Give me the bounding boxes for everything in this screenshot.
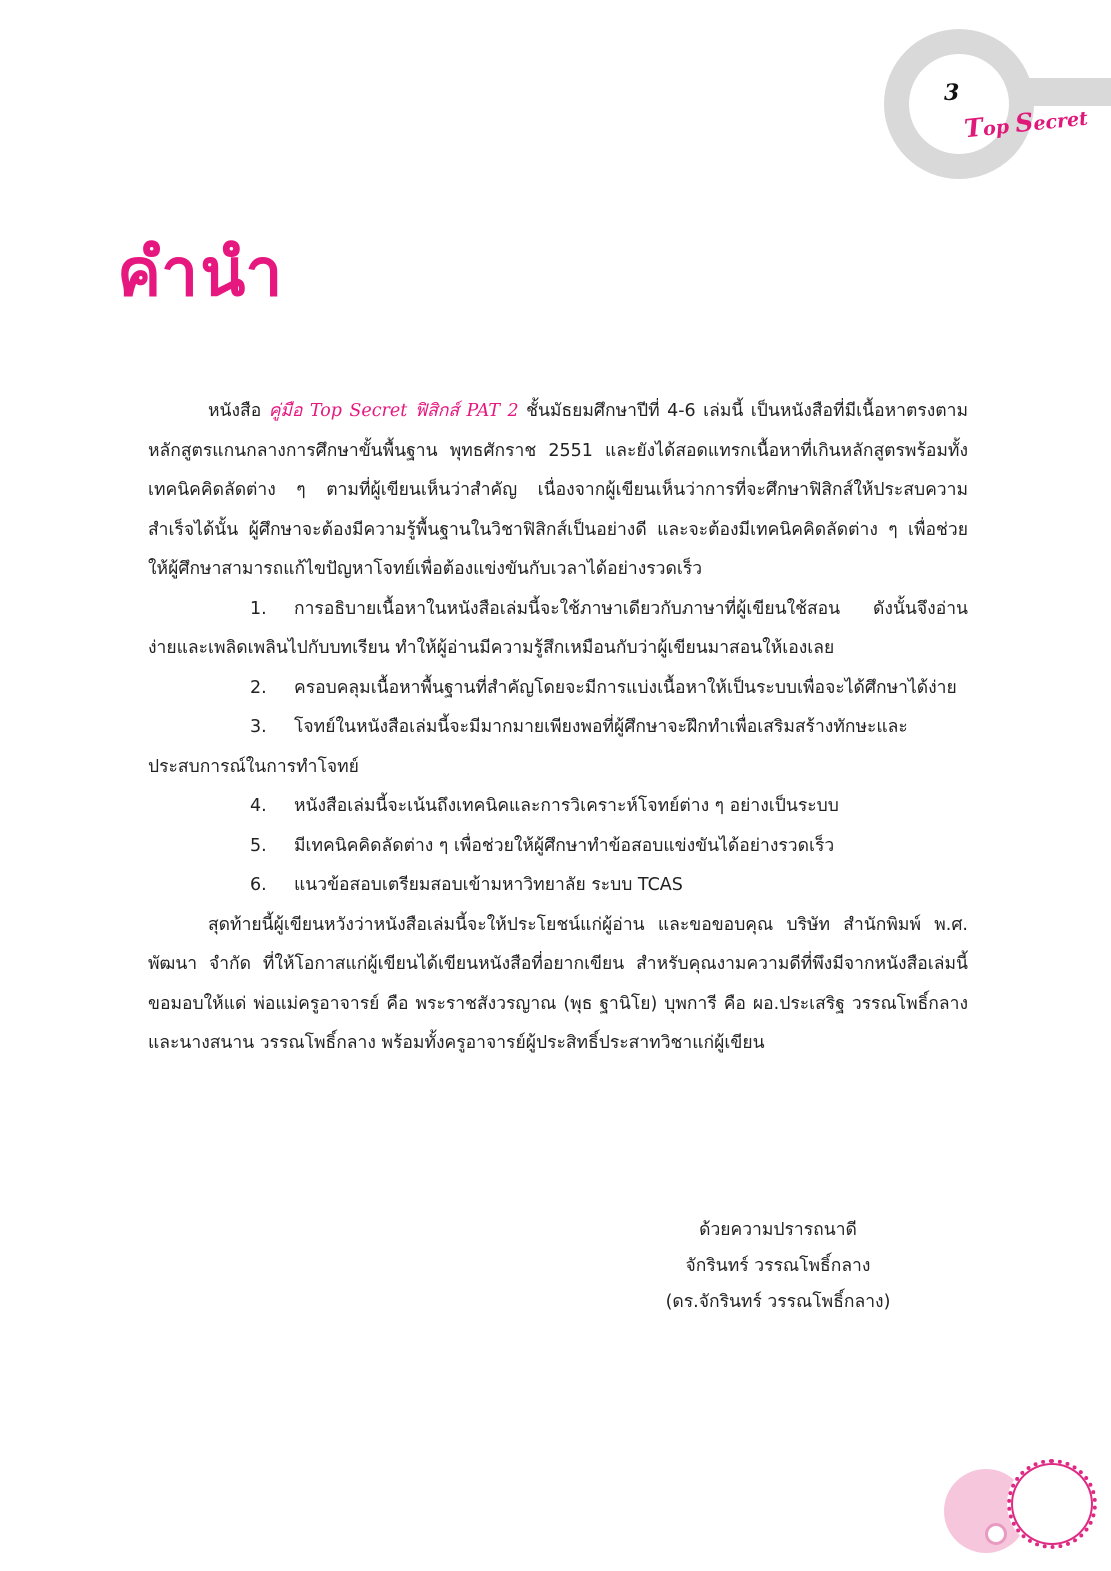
list-text: การอธิบายเนื้อหาในหนังสือเล่มนี้จะใช้ภาษาเดียวกับภาษาที่ผู้เขียนใช้สอน ดังนั้นจึงอ่านง่ายและเพลิดเพลินไปกับบทเรียน ทำให้ผู้อ่านมีความรู้สึกเหมือนกับว่าผู้เขียนมาสอนให้เองเลย	[148, 598, 968, 658]
list-item-5	[148, 827, 968, 867]
page-number: 3	[944, 80, 960, 106]
list-number: 3.	[250, 717, 267, 737]
preface-body	[148, 392, 968, 1064]
brand-text-ecret: ecret	[1032, 107, 1089, 136]
brand-text-op: op	[981, 115, 1017, 141]
list-item-6	[148, 866, 968, 906]
list-item-2	[148, 669, 968, 709]
intro-text: ชั้นมัธยมศึกษาปีที่ 4-6 เล่มนี้ เป็นหนังสือที่มีเนื้อหาตรงตามหลักสูตรแกนกลางการศึกษาขั้นพื้นฐาน พุทธศักราช 2551 และยังได้สอดแทรกเนื้อหาที่เกินหลักสูตรพร้อมทั้งเทคนิคคิดลัดต่าง ๆ ตามที่ผู้เขียนเห็นว่าสำคัญ เนื่องจากผู้เขียนเห็นว่าการที่จะศึกษาฟิสิกส์ให้ประสบความสำเร็จได้นั้น ผู้ศึกษาจะต้องมีความรู้พื้นฐานในวิชาฟิสิกส์เป็นอย่างดี และจะต้องมีเทคนิคคิดลัดต่าง ๆ เพื่อช่วยให้ผู้ศึกษาสามารถแก้ไขปัญหาโจทย์เพื่อต้องแข่งขันกับเวลาได้อย่างรวดเร็ว	[148, 401, 968, 579]
signature-title-name: (ดร.จักรินทร์ วรรณโพธิ์กลาง)	[665, 1292, 891, 1312]
book-title-highlight: คู่มือ Top Secret ฟิสิกส์ PAT 2	[268, 401, 519, 421]
list-text: โจทย์ในหนังสือเล่มนี้จะมีมากมายเพียงพอที่ผู้ศึกษาจะฝึกทำเพื่อเสริมสร้างทักษะและประสบการณ์ในการทำโจทย์	[148, 717, 908, 777]
list-text: หนังสือเล่มนี้จะเน้นถึงเทคนิคและการวิเคราะห์โจทย์ต่าง ๆ อย่างเป็นระบบ	[294, 796, 839, 816]
footer-decoration	[945, 1445, 1111, 1571]
list-item-3	[148, 708, 968, 787]
brand-letter-t: T	[962, 112, 985, 144]
list-number: 5.	[250, 835, 267, 856]
intro-paragraph	[148, 392, 968, 590]
gray-bar-decoration	[1026, 78, 1111, 106]
list-text: มีเทคนิคคิดลัดต่าง ๆ เพื่อช่วยให้ผู้ศึกษาทำข้อสอบแข่งขันได้อย่างรวดเร็ว	[294, 835, 835, 856]
list-text: ครอบคลุมเนื้อหาพื้นฐานที่สำคัญโดยจะมีการแบ่งเนื้อหาให้เป็นระบบเพื่อจะได้ศึกษาได้ง่าย	[294, 677, 957, 698]
gear-ring-icon	[1007, 1459, 1097, 1549]
list-item-4	[148, 787, 968, 827]
list-text: แนวข้อสอบเตรียมสอบเข้ามหาวิทยาลัย ระบบ TCAS	[294, 875, 683, 895]
signature-name: จักรินทร์ วรรณโพธิ์กลาง	[685, 1256, 871, 1276]
intro-prefix: หนังสือ	[208, 401, 269, 421]
list-number: 1.	[250, 598, 267, 619]
signature-greeting: ด้วยความปรารถนาดี	[699, 1220, 857, 1240]
page-title: คำนำ	[117, 234, 285, 312]
small-gear-icon	[985, 1523, 1007, 1545]
signature-block	[640, 1212, 916, 1320]
list-number: 4.	[250, 796, 267, 816]
list-number: 2.	[250, 677, 267, 698]
list-item-1	[148, 590, 968, 669]
header-decoration	[878, 14, 1111, 164]
list-number: 6.	[250, 875, 267, 895]
brand-letter-s: S	[1013, 107, 1035, 139]
closing-paragraph: สุดท้ายนี้ผู้เขียนหวังว่าหนังสือเล่มนี้จะให้ประโยชน์แก่ผู้อ่าน และขอขอบคุณ บริษัท สำนักพิมพ์ พ.ศ. พัฒนา จำกัด ที่ให้โอกาสแก่ผู้เขียนได้เขียนหนังสือที่อยากเขียน สำหรับคุณงามความดีที่พึงมีจากหนังสือเล่มนี้ ขอมอบให้แด่ พ่อแม่ครูอาจารย์ คือ พระราชสังวรญาณ (พุธ ฐานิโย) บุพการี คือ ผอ.ประเสริฐ วรรณโพธิ์กลาง และนางสนาน วรรณโพธิ์กลาง พร้อมทั้งครูอาจารย์ผู้ประสิทธิ์ประสาทวิชาแก่ผู้เขียน	[148, 914, 968, 1053]
